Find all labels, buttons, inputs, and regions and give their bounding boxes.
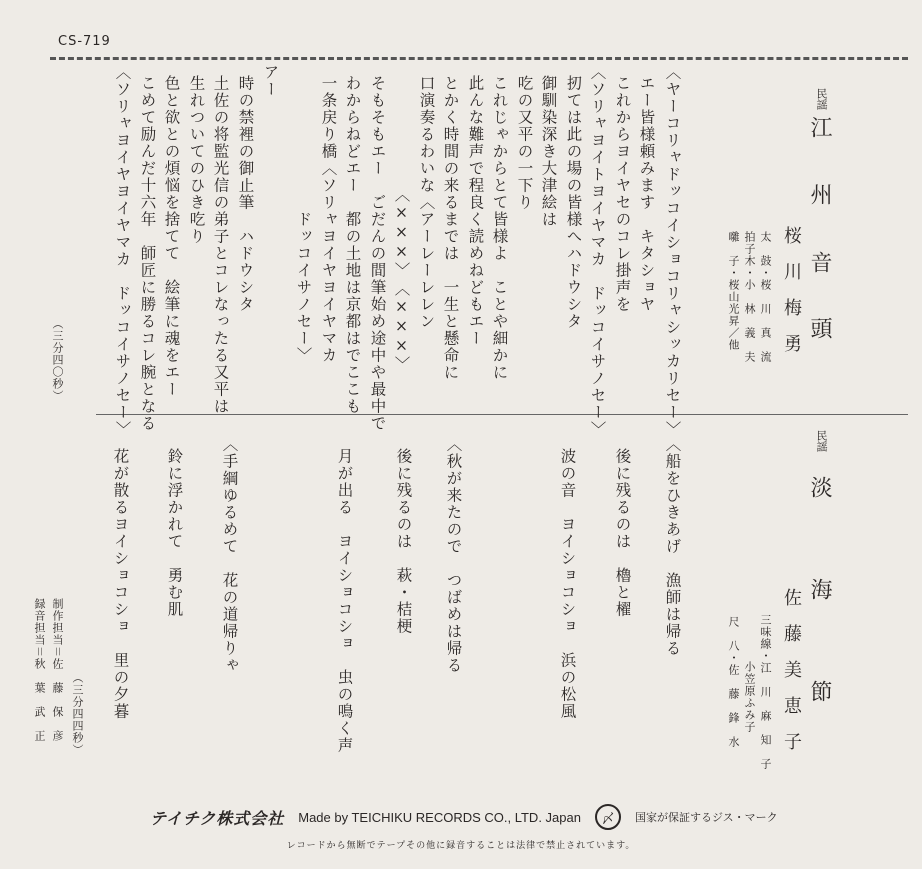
song1-lyric-line: とかく時間の来るまでは 一生と懸命に bbox=[441, 75, 460, 381]
song1-lyric-line: 吃の又平の一下り bbox=[515, 75, 534, 211]
song2-artist: 佐 藤 美 恵 子 bbox=[781, 588, 802, 750]
song2-lyric-line: 花が散るヨイショコショ 里の夕暮 bbox=[111, 448, 130, 720]
song1-lyric-line: 色と欲との煩悩を捨てて 絵筆に魂をエー bbox=[162, 75, 181, 398]
jis-mark-icon: 〆 bbox=[595, 804, 621, 830]
song1-artist: 桜 川 梅 勇 bbox=[781, 226, 802, 352]
song1-lyric-line: エー皆様頼みます キタショヤ bbox=[637, 75, 656, 313]
copyright-notice: レコードから無断でテープその他に録音することは法律で禁止されています。 bbox=[286, 841, 636, 851]
song1-title-char-2: 州 bbox=[807, 183, 832, 205]
song1-lyric-line: アー bbox=[261, 64, 280, 98]
song1-genre: 民謡 bbox=[815, 88, 828, 110]
made-by-text: Made by TEICHIKU RECORDS CO., LTD. Japan bbox=[298, 809, 581, 825]
song2-lyric-line: 〈船をひきあげ 漁師は帰る bbox=[663, 436, 682, 657]
song2-title-char-1: 淡 bbox=[807, 476, 832, 498]
footer-bar bbox=[150, 801, 800, 833]
song1-lyric-line: 扨ては此の場の皆様へハドウシタ bbox=[564, 75, 583, 330]
song1-lyric-line: 土佐の将監光信の弟子とコレなったる又平は bbox=[211, 75, 230, 415]
song2-lyric-line: 鈴に浮かれて 勇む肌 bbox=[165, 448, 184, 618]
song1-lyric-line: 〈ソリャヨイトヨイヤマカ ドッコイサノセー〉 bbox=[588, 64, 607, 438]
song1-title-char-3: 音 bbox=[807, 251, 832, 273]
catalog-number: CS-719 bbox=[58, 34, 111, 49]
top-dashed-divider bbox=[50, 57, 908, 60]
staff-credit-recording: 録音担当＝秋 葉 武 正 bbox=[33, 598, 46, 742]
song1-lyric-line: 〈×××〉 〈×××〉 bbox=[392, 75, 411, 373]
song1-lyric-line: 一条戻り橋〈ソリャヨイヤヨイヤマカ bbox=[319, 75, 338, 364]
song1-title-char-1: 江 bbox=[807, 116, 832, 138]
song1-duration: （三分四〇秒） bbox=[51, 318, 64, 402]
song1-credit-3: 囃 子・桜山光昇／他 bbox=[727, 231, 740, 351]
song2-duration: （三分四四秒） bbox=[71, 672, 84, 756]
song1-credit-1: 太 鼓・桜 川 真 流 bbox=[759, 231, 772, 363]
song1-lyric-line: 生れついてのひき吃り bbox=[187, 75, 206, 245]
staff-credit-production: 制作担当＝佐 藤 保 彦 bbox=[51, 598, 64, 742]
song1-lyric-line: 口演奏るわいな〈アーレーレレン bbox=[417, 75, 436, 330]
song2-lyric-line: 〈秋が来たので つばめは帰る bbox=[444, 436, 463, 674]
song1-lyric-line: これじゃからとて皆様よ ことや細かに bbox=[490, 75, 509, 381]
song2-lyric-line: 月が出る ヨイショコショ 虫の鳴く声 bbox=[335, 448, 354, 754]
song1-lyric-line: 御馴染深き大津絵は bbox=[539, 75, 558, 228]
song1-lyric-line: 時の禁裡の御止筆 ハドウシタ bbox=[236, 75, 255, 313]
song2-lyric-line: 波の音 ヨイショコショ 浜の松風 bbox=[558, 448, 577, 720]
song2-credit-3: 尺 八・佐 藤 鋒 水 bbox=[727, 616, 740, 748]
song2-lyric-line: 後に残るのは 櫓と櫂 bbox=[613, 448, 632, 618]
song2-credit-1: 三味線・江 川 麻 知 子 bbox=[759, 614, 772, 770]
song1-lyric-line: 〈ソリャヨイヤヨイヤマカ ドッコイサノセー〉 bbox=[113, 64, 132, 438]
teichiku-logo: テイチク株式会社 bbox=[150, 810, 285, 828]
song2-title-char-3: 節 bbox=[807, 680, 832, 702]
song1-lyric-line: ドッコイサノセー〉 bbox=[294, 75, 313, 364]
song1-lyric-line: これからヨイヤセのコレ掛声を bbox=[613, 75, 632, 313]
song2-lyric-line: 後に残るのは 萩・桔梗 bbox=[394, 448, 413, 635]
song1-title-char-4: 頭 bbox=[807, 317, 832, 339]
song1-lyric-line: わからねどエー 都の土地は京都はでここも bbox=[343, 75, 362, 415]
song1-lyric-line: 〈ヤーコリャドッコイショコリャシッカリセー〉 bbox=[663, 64, 682, 438]
song2-lyric-line: 〈手綱ゆるめて 花の道帰りゃ bbox=[220, 436, 239, 674]
song2-genre: 民謡 bbox=[815, 430, 828, 452]
song2-credit-2: 小笠原ふみ子 bbox=[743, 661, 756, 733]
song1-lyric-line: こめて励んだ十六年 師匠に勝るコレ腕となる bbox=[138, 75, 157, 432]
song2-title-char-2: 海 bbox=[807, 578, 832, 600]
song1-lyric-line: 此んな難声で程良く読めねどもエー bbox=[466, 75, 485, 347]
jis-text: 国家が保証するジス・マーク bbox=[634, 812, 778, 824]
song1-lyric-line: そもそもエー ごだんの間筆始め途中や最中で bbox=[368, 75, 387, 432]
song1-credit-2: 拍子木・小 林 義 夫 bbox=[743, 231, 756, 363]
